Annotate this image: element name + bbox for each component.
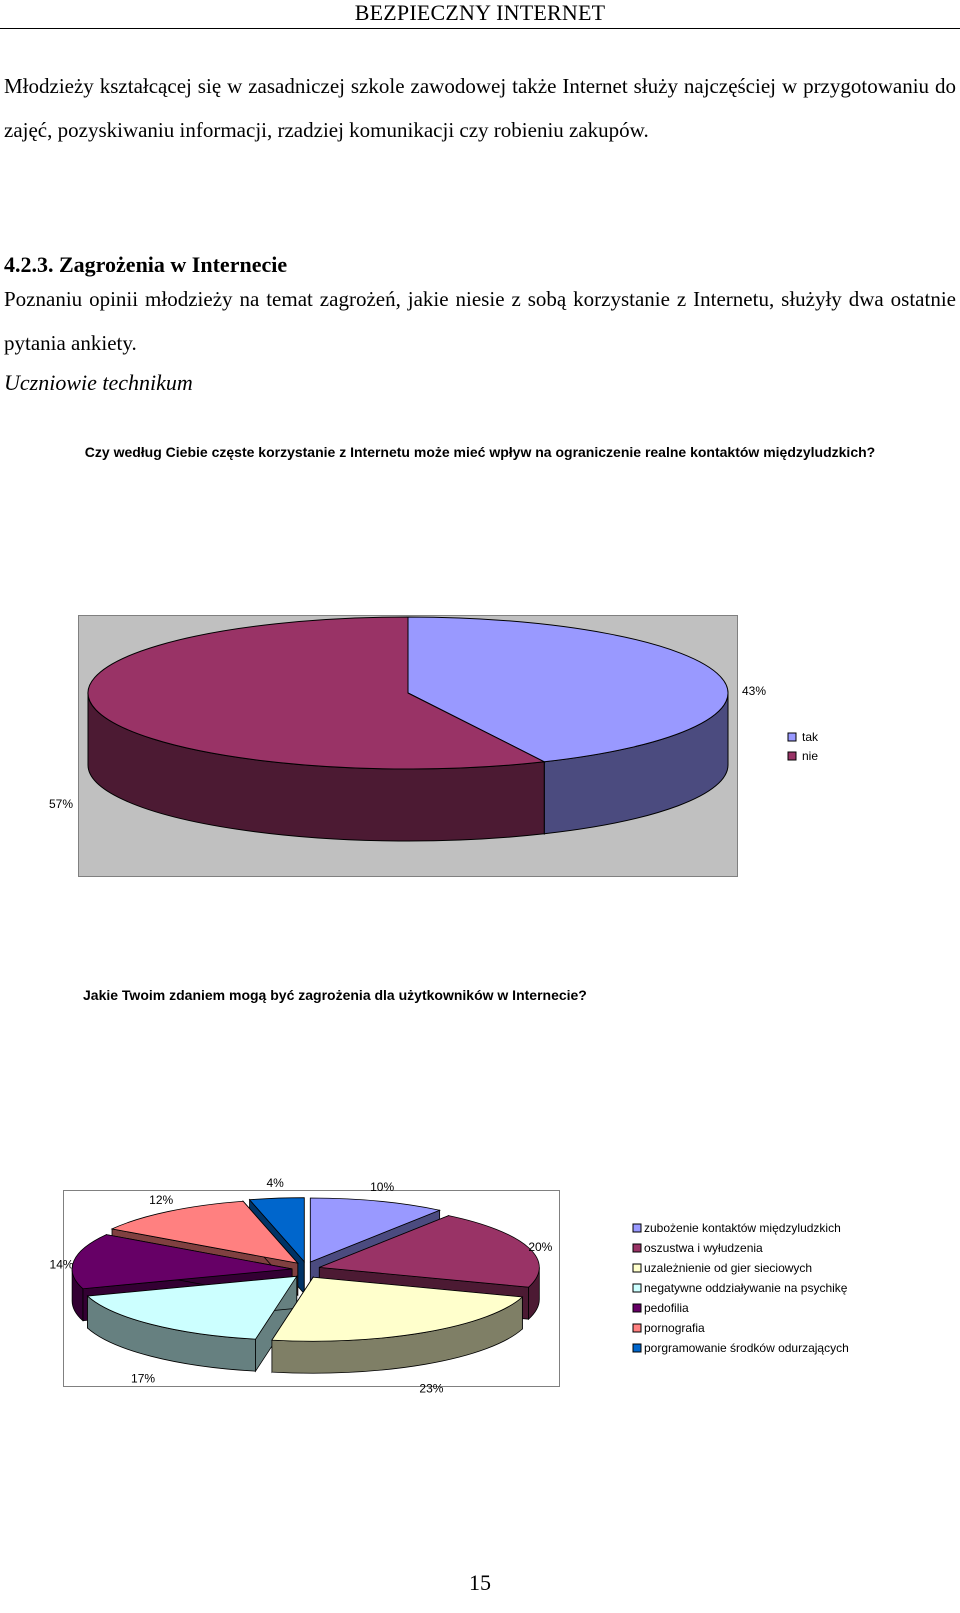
chart2-legend-label: zubożenie kontaktów międzyludzkich (644, 1221, 841, 1235)
chart2-data-label: 20% (528, 1240, 553, 1255)
chart2-legend-label: porgramowanie środków odurzających (644, 1341, 849, 1355)
chart1 (48, 615, 819, 877)
chart2-legend-label: pedofilia (644, 1301, 689, 1315)
group-label: Uczniowie technikum (4, 370, 193, 395)
chart1-title: Czy według Ciebie częste korzystanie z Internetu może mieć wpływ na ograniczenie realne kontaktów międzyludzkich? (84, 444, 876, 460)
chart2-data-label: 12% (149, 1193, 174, 1208)
running-header (0, 0, 960, 29)
chart2-legend-label: oszustwa i wyłudzenia (644, 1241, 763, 1255)
opinions-paragraph: Poznaniu opinii młodzieży na temat zagrożeń, jakie niesie z sobą korzystanie z Internetu, służyły dwa ostatnie pytania ankiety. (4, 287, 956, 355)
chart2-legend-swatch (633, 1224, 641, 1232)
chart2-legend-swatch (633, 1244, 641, 1252)
chart1-legend-label-tak: tak (802, 730, 819, 744)
chart2-legend-label: pornografia (644, 1321, 705, 1335)
chart2-legend-swatch (633, 1284, 641, 1292)
section-heading: 4.2.3. Zagrożenia w Internecie (4, 252, 288, 277)
chart1-pie (88, 617, 728, 841)
chart2-data-label: 17% (131, 1371, 156, 1386)
chart2-data-label: 14% (49, 1257, 74, 1272)
chart1-svg (48, 615, 819, 877)
chart2-legend-swatch (633, 1264, 641, 1272)
chart1-legend-swatch-tak (788, 733, 796, 741)
chart2-legend-swatch (633, 1344, 641, 1352)
chart1-data-label-tak: 43% (741, 684, 767, 698)
chart2-data-label: 23% (419, 1381, 444, 1396)
intro-paragraph: Młodzieży kształcącej się w zasadniczej szkole zawodowej także Internet służy najczęściej w przygotowaniu do zajęć, pozyskiwaniu informacji, rzadziej komunikacji czy robieniu zakupów. (4, 74, 956, 142)
chart2 (0, 1170, 960, 1400)
chart2-svg (0, 1170, 960, 1400)
chart2-legend-label: negatywne oddziaływanie na psychikę (644, 1281, 848, 1295)
document-title: BEZPIECZNY INTERNET (354, 0, 606, 25)
chart1-legend-swatch-nie (788, 752, 796, 760)
chart2-legend-swatch (633, 1324, 641, 1332)
chart2-legend (633, 1221, 849, 1355)
chart2-title: Jakie Twoim zdaniem mogą być zagrożenia dla użytkowników w Internecie? (83, 987, 587, 1003)
page-number: 15 (469, 1570, 491, 1595)
chart1-legend-label-nie: nie (802, 749, 819, 763)
chart1-data-label-nie: 57% (48, 797, 73, 811)
chart2-data-label: 10% (370, 1179, 395, 1194)
chart2-data-label: 4% (266, 1176, 284, 1191)
chart2-legend-swatch (633, 1304, 641, 1312)
chart1-legend (788, 730, 819, 763)
chart2-legend-label: uzależnienie od gier sieciowych (644, 1261, 813, 1275)
